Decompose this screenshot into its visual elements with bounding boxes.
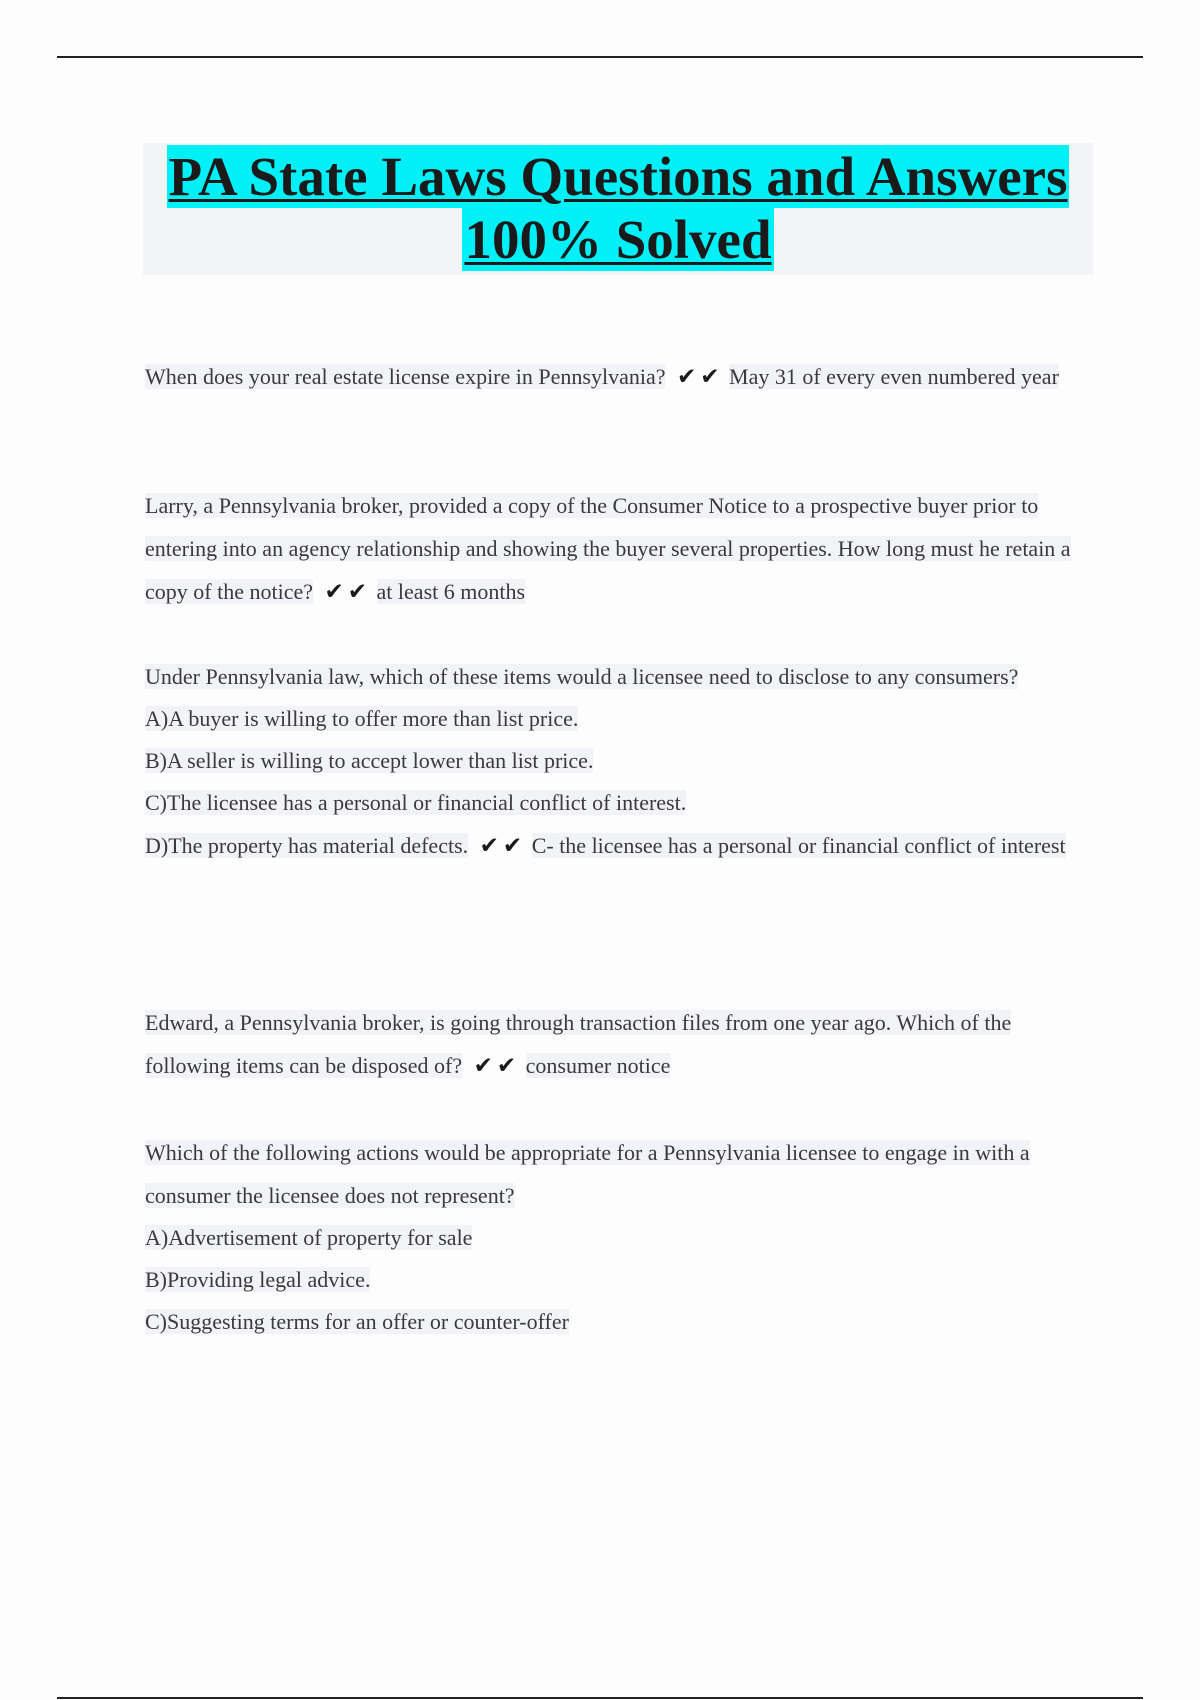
option-a: A)Advertisement of property for sale	[145, 1225, 473, 1250]
check-mark-icon: ✔✔	[324, 579, 372, 605]
question-text: Larry, a Pennsylvania broker, provided a copy of the Consumer Notice to a prospective buyer prior to entering into an agency relationship and showing the buyer several properties. How long must he retain a copy of the notice?	[145, 493, 1071, 604]
document-title-line-2: 100% Solved	[464, 209, 772, 270]
qa-item-3	[145, 655, 1095, 868]
qa-item-2	[145, 484, 1095, 614]
question-text: Which of the following actions would be appropriate for a Pennsylvania licensee to engage in with a consumer the licensee does not represent?	[145, 1140, 1030, 1208]
option-b: B)Providing legal advice.	[145, 1267, 371, 1292]
document-title-line-1: PA State Laws Questions and Answers	[168, 146, 1068, 207]
question-text: When does your real estate license expire in Pennsylvania?	[145, 364, 666, 389]
top-rule	[57, 56, 1143, 58]
option-c: C)Suggesting terms for an offer or counter-offer	[145, 1309, 569, 1334]
option-b: B)A seller is willing to accept lower than list price.	[145, 748, 594, 773]
check-mark-icon: ✔✔	[676, 364, 724, 390]
answer-text: consumer notice	[525, 1053, 671, 1078]
check-mark-icon: ✔✔	[479, 833, 527, 859]
qa-item-4	[145, 1001, 1095, 1088]
answer-text: at least 6 months	[376, 579, 526, 604]
question-text: Edward, a Pennsylvania broker, is going through transaction files from one year ago. Which of the following items can be disposed of?	[145, 1010, 1012, 1078]
answer-text: C- the licensee has a personal or financial conflict of interest	[531, 833, 1066, 858]
question-text: Under Pennsylvania law, which of these items would a licensee need to disclose to any consumers?	[145, 664, 1019, 689]
check-mark-icon: ✔✔	[473, 1053, 521, 1079]
title-block	[143, 143, 1093, 275]
option-c: C)The licensee has a personal or financial conflict of interest.	[145, 790, 687, 815]
qa-item-5	[145, 1131, 1095, 1343]
bottom-rule	[57, 1697, 1143, 1699]
qa-item-1	[145, 355, 1095, 399]
option-d: D)The property has material defects.	[145, 833, 469, 858]
answer-text: May 31 of every even numbered year	[729, 364, 1059, 389]
option-a: A)A buyer is willing to offer more than list price.	[145, 706, 579, 731]
